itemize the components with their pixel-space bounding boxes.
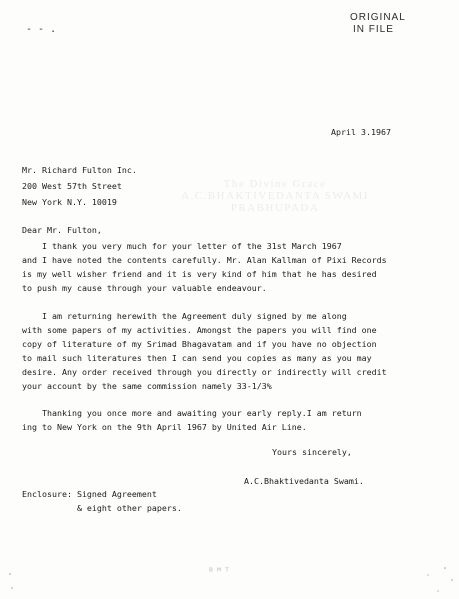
paragraph-1-line-3: is my well wisher friend and it is very kind of him that he has desired bbox=[22, 269, 377, 279]
paragraph-1-line-4: to push my cause through your valuable endeavour. bbox=[22, 283, 267, 293]
speck bbox=[427, 574, 428, 575]
paragraph-3-line-2: ing to New York on the 9th April 1967 by United Air Line. bbox=[22, 422, 307, 432]
paragraph-2-line-2: with some papers of my activities. Amongst the papers you will find one bbox=[22, 325, 377, 335]
faint-letterhead-line-1: The Divine Grace bbox=[223, 178, 327, 190]
closing: Yours sincerely, bbox=[272, 447, 352, 457]
recipient-line-2: 200 West 57th Street bbox=[22, 181, 122, 191]
top-left-mark: - ‑ . bbox=[26, 24, 57, 35]
paragraph-2-line-1: I am returning herewith the Agreement duly signed by me along bbox=[22, 311, 347, 321]
salutation: Dear Mr. Fulton, bbox=[22, 225, 102, 235]
stamp-line-1: ORIGINAL bbox=[350, 12, 406, 23]
paragraph-2-line-4: to mail such literatures then I can send you copies as many as you may bbox=[22, 353, 372, 363]
bottom-faint-mark: ᴮᴹᵀ bbox=[208, 567, 233, 578]
enclosure-line-2: & eight other papers. bbox=[22, 503, 182, 513]
faint-letterhead-line-2: A.C.BHAKTIVEDANTA SWAMI PRABHUPADA bbox=[181, 190, 369, 214]
speck bbox=[444, 567, 446, 569]
paragraph-2-line-3: copy of literature of my Srimad Bhagavatam and if you have no objection bbox=[22, 339, 377, 349]
speck bbox=[437, 590, 438, 591]
speck bbox=[451, 579, 452, 580]
enclosure-line-1: Enclosure: Signed Agreement bbox=[22, 489, 157, 499]
paragraph-2-line-5: desire. Any order received through you directly or indirectly will credit bbox=[22, 367, 387, 377]
recipient-line-3: New York N.Y. 10019 bbox=[22, 197, 117, 207]
letter-date: April 3.1967 bbox=[331, 127, 391, 137]
speck bbox=[11, 587, 12, 588]
signature-name: A.C.Bhaktivedanta Swami. bbox=[244, 476, 364, 486]
paragraph-2-line-6: your account by the same commission namely 33-1/3% bbox=[22, 381, 272, 391]
paragraph-1-line-2: and I have noted the contents carefully. Mr. Alan Kallman of Pixi Records bbox=[22, 255, 387, 265]
paragraph-1-line-1: I thank you very much for your letter of the 31st March 1967 bbox=[22, 241, 342, 251]
speck bbox=[9, 573, 11, 575]
stamp-line-2: IN FILE bbox=[353, 24, 394, 35]
recipient-line-1: Mr. Richard Fulton Inc. bbox=[22, 165, 137, 175]
paragraph-3-line-1: Thanking you once more and awaiting your early reply.I am return bbox=[22, 408, 362, 418]
